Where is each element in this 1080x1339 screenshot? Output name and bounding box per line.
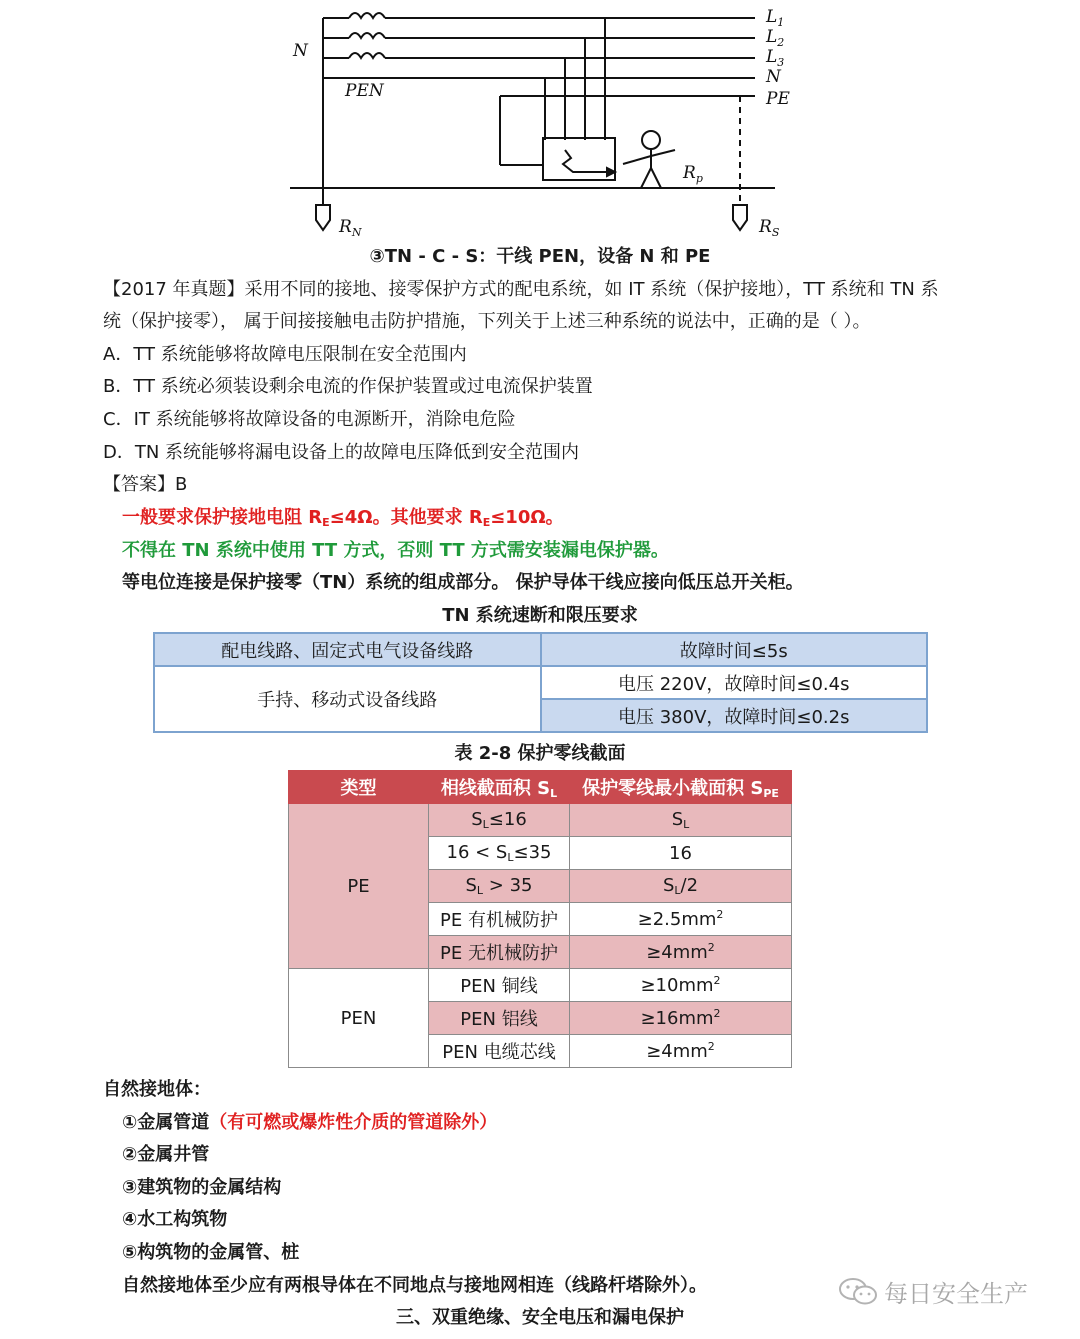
table-cell: $16 < S_L\le 35$ xyxy=(429,837,570,870)
table-cell: $\ge 16mm^2$ xyxy=(570,1002,792,1035)
table-cell: $\ge 4mm^2$ xyxy=(570,936,792,969)
tn-cell: 电压 380V，故障时间≤0.2s xyxy=(541,699,928,732)
table-cell: PEN 铝线 xyxy=(429,1002,570,1035)
tn-c-s-diagram xyxy=(285,0,795,245)
watermark xyxy=(838,1274,1028,1308)
table-cell: $\ge 4mm^2$ xyxy=(570,1035,792,1068)
label-RN: $R_N$ xyxy=(339,217,362,239)
label-N-right: N xyxy=(766,67,781,87)
header-min-area: 保护零线最小截面积 $S_{PE}$ xyxy=(570,771,792,804)
label-PE: PE xyxy=(766,89,790,109)
table-28-title: 表 2-8 保护零线截面 xyxy=(454,743,626,764)
section-heading: 三、双重绝缘、安全电压和漏电保护 xyxy=(396,1307,684,1328)
table-cell: PEN 铜线 xyxy=(429,969,570,1002)
option-a: A．TT 系统能够将故障电压限制在安全范围内 xyxy=(103,344,467,365)
label-Rp: $R_p$ xyxy=(683,163,703,185)
table-cell: 16 xyxy=(570,837,792,870)
label-N-left: N xyxy=(293,41,308,61)
natural-summary: 自然接地体至少应有两根导体在不同地点与接地网相连（线路杆塔除外）。 xyxy=(122,1275,707,1296)
table-cell: $\ge 10mm^2$ xyxy=(570,969,792,1002)
label-L1: $L_1$ xyxy=(766,7,785,29)
table-cell: PE 有机械防护 xyxy=(429,903,570,936)
tn-cell: 故障时间≤5s xyxy=(541,633,928,666)
question-line-2: 统（保护接零）， 属于间接接触电击防护措施，下列关于上述三种系统的说法中，正确的是（ ）。 xyxy=(103,311,871,332)
label-RS: $R_S$ xyxy=(759,217,780,239)
diagram-caption: ③TN - C - S：干线 PEN，设备 N 和 PE xyxy=(369,246,711,267)
type-pe: PE xyxy=(289,804,429,969)
tn-requirements-table xyxy=(153,632,928,733)
tn-cell: 配电线路、固定式电气设备线路 xyxy=(154,633,541,666)
tn-table-title: TN 系统速断和限压要求 xyxy=(442,605,638,626)
label-L3: $L_3$ xyxy=(766,47,785,69)
note-red: 一般要求保护接地电阻 $R_E\le 4\Omega$。其他要求 $R_E\le 10\Omega$。 xyxy=(122,507,564,529)
natural-item-3: ③建筑物的金属结构 xyxy=(122,1177,282,1198)
header-phase-area: 相线截面积 $S_L$ xyxy=(429,771,570,804)
type-pen: PEN xyxy=(289,969,429,1068)
table-cell: $S_L\le 16$ xyxy=(429,804,570,837)
note-black: 等电位连接是保护接零（TN）系统的组成部分。 保护导体干线应接向低压总开关柜。 xyxy=(122,572,804,593)
question-line-1: 【2017 年真题】采用不同的接地、接零保护方式的配电系统，如 IT 系统（保护接地），TT 系统和 TN 系 xyxy=(103,279,939,300)
table-cell: $S_L > 35$ xyxy=(429,870,570,903)
protective-neutral-table xyxy=(288,770,792,1068)
note-green: 不得在 TN 系统中使用 TT 方式，否则 TT 方式需安装漏电保护器。 xyxy=(122,540,669,561)
header-type: 类型 xyxy=(289,771,429,804)
answer: 【答案】B xyxy=(103,474,188,495)
table-cell: $\ge 2.5mm^2$ xyxy=(570,903,792,936)
watermark-text: 每日安全生产 xyxy=(884,1279,1028,1308)
tn-cell: 电压 220V，故障时间≤0.4s xyxy=(541,666,928,699)
label-PEN: PEN xyxy=(345,81,384,101)
natural-item-1: ①金属管道（有可燃或爆炸性介质的管道除外） xyxy=(122,1112,498,1133)
option-c: C．IT 系统能够将故障设备的电源断开，消除电危险 xyxy=(103,409,516,430)
natural-item-2: ②金属井管 xyxy=(122,1144,210,1165)
natural-heading: 自然接地体： xyxy=(103,1079,211,1100)
table-cell: PEN 电缆芯线 xyxy=(429,1035,570,1068)
option-b: B．TT 系统必须装设剩余电流的作保护装置或过电流保护装置 xyxy=(103,376,593,397)
option-d: D．TN 系统能够将漏电设备上的故障电压降低到安全范围内 xyxy=(103,442,580,463)
label-L2: $L_2$ xyxy=(766,27,785,49)
table-cell: $S_L$ xyxy=(570,804,792,837)
natural-item-5: ⑤构筑物的金属管、桩 xyxy=(122,1242,300,1263)
tn-cell: 手持、移动式设备线路 xyxy=(154,666,541,732)
wechat-icon xyxy=(838,1276,878,1306)
natural-item-4: ④水工构筑物 xyxy=(122,1209,228,1230)
table-cell: $S_L/2$ xyxy=(570,870,792,903)
table-cell: PE 无机械防护 xyxy=(429,936,570,969)
